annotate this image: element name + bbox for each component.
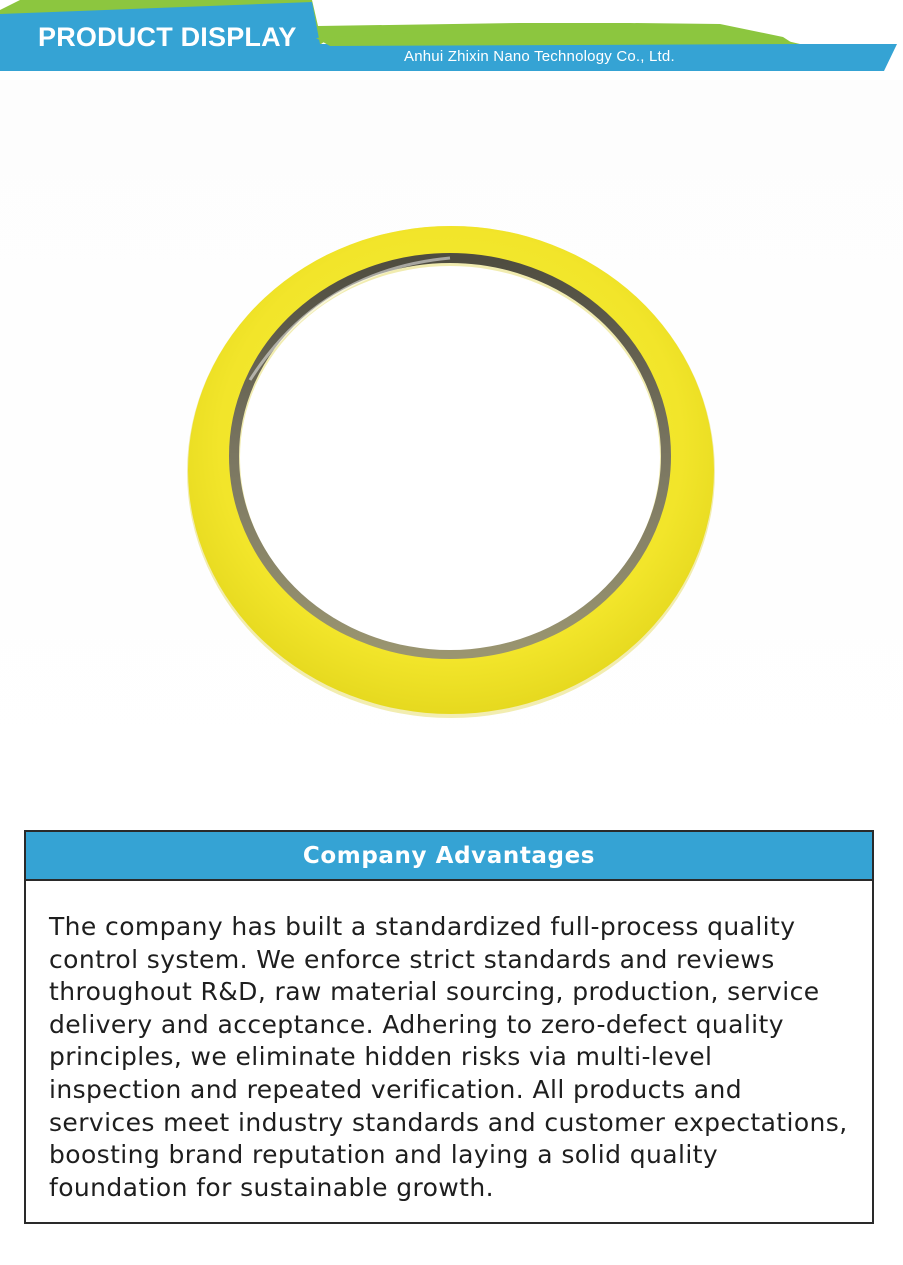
yellow-tape-ring-image — [0, 80, 903, 820]
company-name: Anhui Zhixin Nano Technology Co., Ltd. — [404, 48, 675, 65]
company-advantages-panel — [24, 830, 874, 1224]
header-title: PRODUCT DISPLAY — [38, 22, 297, 52]
product-image — [0, 80, 903, 820]
advantages-title-bar — [26, 832, 872, 881]
ring-hole — [240, 266, 660, 650]
advantages-title: Company Advantages — [302, 842, 596, 869]
header-banner — [0, 0, 903, 80]
advantages-body: The company has built a standardized full-process quality control system. We enforce strict standards and reviews throughout R&D, raw material sourcing, production, service delivery and acceptance. Adhering to zero-defect quality principles, we eliminate hidden risks via multi-level inspection and repeated verification. All products and services meet industry standards and customer expectations, boosting brand reputation and laying a solid quality foundation for sustainable growth. — [49, 912, 848, 1202]
